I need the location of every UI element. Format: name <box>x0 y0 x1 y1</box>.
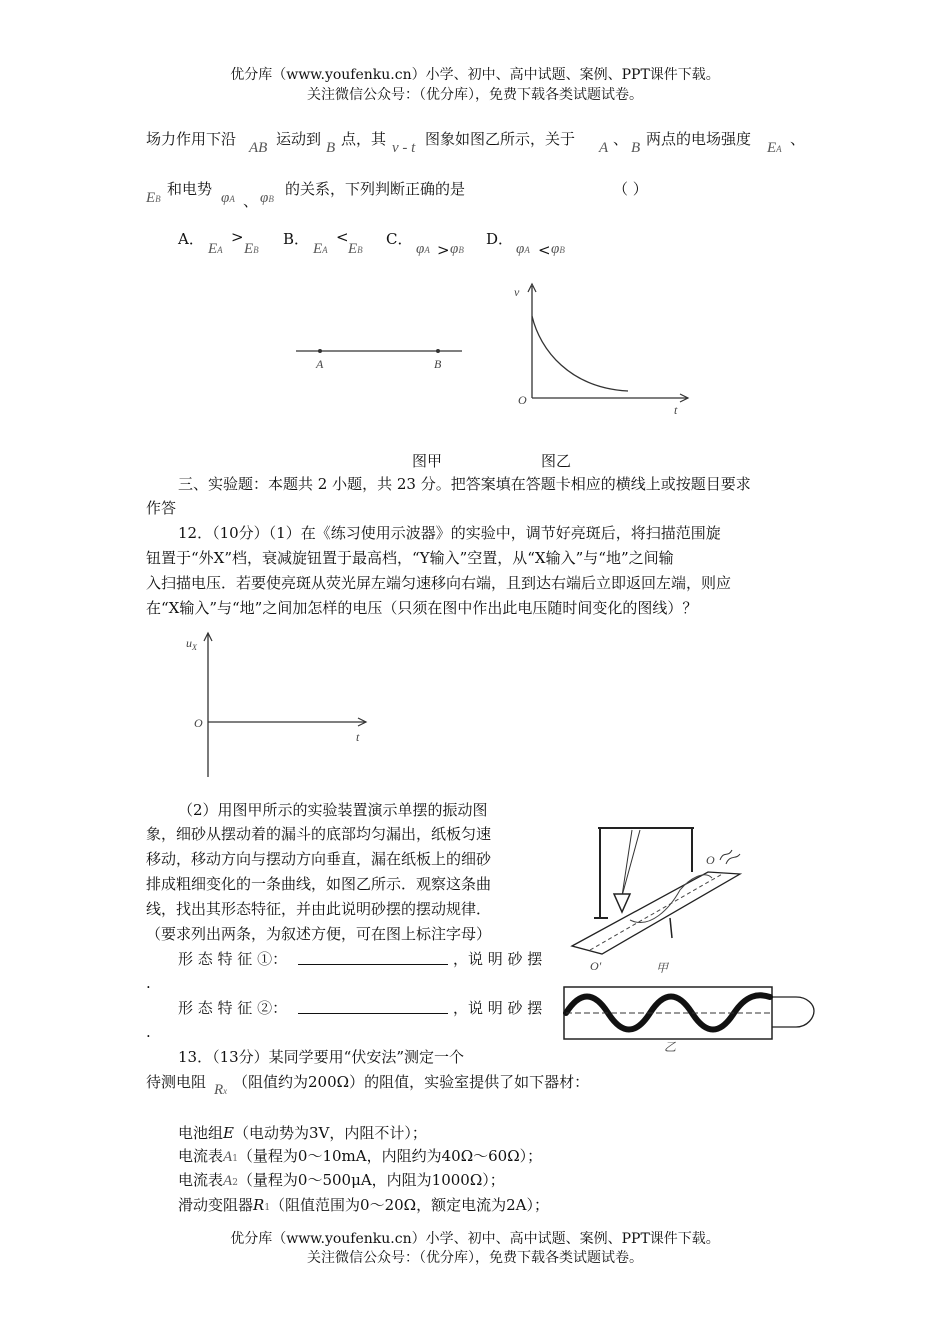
q12-line-3: 入扫描电压．若要使亮斑从荧光屏左端匀速移向右端，且到达右端后立即返回左端，则应 <box>146 574 732 592</box>
feature-1-blank[interactable] <box>298 950 448 969</box>
q12-2-line-5: 线，找出其形态特征，并由此说明砂摆的摆动规律． <box>146 900 492 918</box>
q12-ux-axes <box>180 625 380 785</box>
q11-dun3: 、 <box>243 192 259 210</box>
option-b-label: B． <box>283 230 310 248</box>
q11-text-1: 场力作用下沿 <box>146 130 237 148</box>
figure-yi-vt-graph <box>510 280 700 420</box>
q11-B: B <box>326 140 336 156</box>
q11-text-7: 的关系，下列判断正确的是 <box>285 180 466 198</box>
q11-EB: EB <box>146 190 161 206</box>
feature-2-blank[interactable] <box>298 999 448 1018</box>
option-a-rhs: EB <box>244 241 259 257</box>
t-label: t <box>356 730 360 744</box>
v-label: v <box>514 285 520 299</box>
q12-2-line-2: 象，细砂从摆动着的漏斗的底部均匀漏出，纸板匀速 <box>146 825 492 843</box>
footer-line-1: 优分库（www.youfenku.cn）小学、初中、高中试题、案例、PPT课件下载。 <box>230 1231 720 1247</box>
feature-2-tail: ，说 明 砂 摆 <box>453 999 543 1017</box>
q11-dun2: 、 <box>790 130 806 148</box>
feature-2-label: 形 态 特 征 ②： <box>178 999 288 1017</box>
label-jia: 甲 <box>656 961 669 975</box>
origin-label: O <box>194 716 203 730</box>
q13-line-1: 13．（13分）某同学要用“伏安法”测定一个 <box>178 1048 465 1066</box>
label-O-prime: O′ <box>590 959 602 973</box>
q11-EA: EA <box>767 140 782 156</box>
q11-AB: AB <box>249 140 268 156</box>
q11-text-6: 和电势 <box>167 180 213 198</box>
center-dashed-line <box>590 873 724 950</box>
feature-1-label: 形 态 特 征 ①： <box>178 950 288 968</box>
option-c-rhs: φB <box>450 241 464 257</box>
q11-text-4: 图象如图乙所示，关于 <box>425 130 576 148</box>
board-stand <box>670 918 672 938</box>
q11-text-3: 点，其 <box>341 130 387 148</box>
q11-phiB: φB <box>260 190 274 206</box>
section3-line-2: 作答 <box>146 499 177 517</box>
header-line-1: 优分库（www.youfenku.cn）小学、初中、高中试题、案例、PPT课件下载。 <box>230 67 720 83</box>
q13-line-2a: 待测电阻 <box>146 1073 207 1091</box>
q12-line-1: 12．（10分）（1）在《练习使用示波器》的实验中，调节好亮斑后，将扫描范围旋 <box>178 524 721 542</box>
equip-ammeter-a1: 电流表A1（量程为0～10mA，内阻约为40Ω～60Ω）； <box>178 1147 543 1165</box>
q12-line-2: 钮置于“外X”档，衰减旋钮置于最高档，“Y输入”空置，从“X输入”与“地”之间输 <box>146 549 674 567</box>
point-a <box>318 349 322 353</box>
t-label: t <box>674 403 678 417</box>
q11-text-2: 运动到 <box>276 130 322 148</box>
caption-jia: 图甲 <box>412 452 443 470</box>
q11-phiA: φA <box>221 190 235 206</box>
q12-2-line-3: 移动，移动方向与摆动方向垂直，漏在纸板上的细砂 <box>146 850 492 868</box>
sand-trace <box>630 875 712 923</box>
caption-yi: 图乙 <box>541 452 572 470</box>
equip-rheostat-r1: 滑动变阻器R1（阻值范围为0～20Ω，额定电流为2A）； <box>178 1196 549 1214</box>
q11-vt: v - t <box>392 140 416 156</box>
strip-end-hand <box>772 997 814 1027</box>
option-b-op: < <box>336 228 349 246</box>
q11-dun: 、 <box>613 130 629 148</box>
label-O: O <box>706 853 715 867</box>
point-b <box>436 349 440 353</box>
option-c-label: C． <box>386 230 413 248</box>
option-d-rhs: φB <box>551 241 565 257</box>
feature-1-dot: . <box>146 974 151 992</box>
equip-battery: 电池组E（电动势为3V，内阻不计）； <box>178 1124 427 1142</box>
sand-curve-figure <box>560 983 820 1053</box>
paper-board <box>572 872 740 954</box>
q11-A: A <box>599 140 609 156</box>
option-d-label: D． <box>486 230 514 248</box>
q13-Rx: Rx <box>214 1082 228 1098</box>
q12-2-line-4: 排成粗细变化的一条曲线，如图乙所示．观察这条曲 <box>146 875 492 893</box>
option-b-rhs: EB <box>348 241 363 257</box>
option-b-lhs: EA <box>313 241 328 257</box>
sand-funnel <box>614 894 630 912</box>
q11-answer-paren: （ ） <box>613 180 648 198</box>
vt-curve <box>532 316 628 391</box>
q12-2-line-1: （2）用图甲所示的实验装置演示单摆的振动图 <box>178 801 488 819</box>
option-a-op: > <box>231 228 244 246</box>
feature-2-dot: . <box>146 1023 151 1041</box>
ux-label: $u_X$ <box>186 636 197 652</box>
q13-line-2b: （阻值约为200Ω）的阻值，实验室提供了如下器材： <box>233 1073 590 1091</box>
header-line-2: 关注微信公众号：（优分库），免费下载各类试题试卷。 <box>307 87 643 103</box>
option-d-lhs: φA <box>516 241 530 257</box>
footer-line-2: 关注微信公众号：（优分库），免费下载各类试题试卷。 <box>307 1250 643 1266</box>
label-yi: 乙 <box>664 1040 677 1054</box>
section3-line-1: 三、实验题：本题共 2 小题，共 23 分。把答案填在答题卡相应的横线上或按题目要求 <box>178 475 751 493</box>
figure-jia-line <box>290 340 470 380</box>
q11-text-5: 两点的电场强度 <box>646 130 752 148</box>
option-a-lhs: EA <box>208 241 223 257</box>
q11-B2: B <box>631 140 641 156</box>
feature-1-tail: ，说 明 砂 摆 <box>453 950 543 968</box>
option-d-op: < <box>538 241 551 259</box>
pendulum-apparatus-figure <box>560 820 760 980</box>
q12-line-4: 在“X输入”与“地”之间加怎样的电压（只须在图中作出此电压随时间变化的图线）？ <box>146 599 698 617</box>
option-c-lhs: φA <box>416 241 430 257</box>
origin-label: O <box>518 393 527 407</box>
equip-ammeter-a2: 电流表A2（量程为0～500μA，内阻为1000Ω）； <box>178 1171 505 1189</box>
q12-2-line-6: （要求列出两条，为叙述方便，可在图上标注字母） <box>146 925 492 943</box>
label-a: A <box>316 357 324 371</box>
hand <box>720 850 740 864</box>
label-b: B <box>434 357 442 371</box>
option-a-label: A． <box>178 230 204 248</box>
option-c-op: > <box>437 241 450 259</box>
